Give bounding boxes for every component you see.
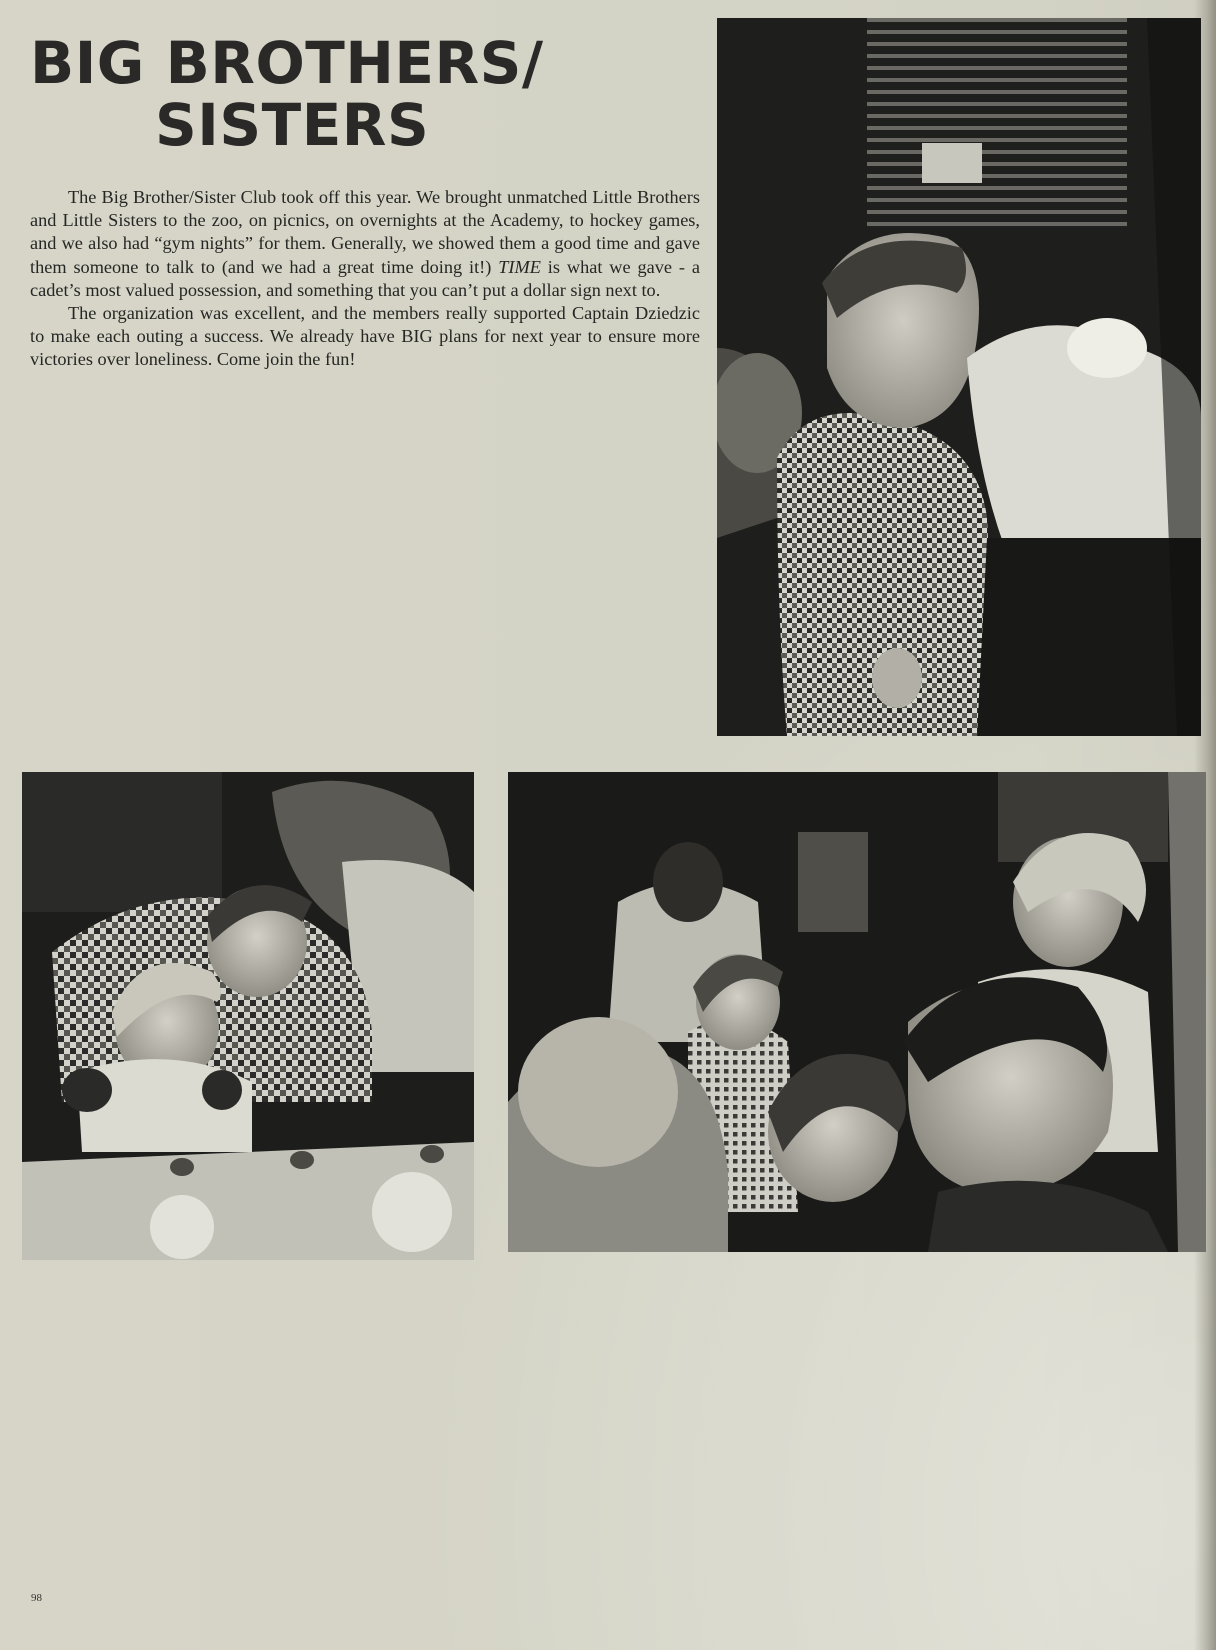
page-title-line-1: BIG BROTHERS/ <box>30 29 544 97</box>
photo-boy-with-santa-image <box>717 18 1201 736</box>
page-title-line-2: SISTERS <box>155 91 430 159</box>
article-paragraph-1-part-b: is what we gave - a cadet’s most valued possession, and something that you can’t put a dollar sign next to. <box>30 256 700 300</box>
photo-boy-with-santa <box>717 18 1201 736</box>
photo-group-of-children <box>508 772 1206 1252</box>
article-paragraph-2: The organization was excellent, and the members really supported Captain Dziedzic to make each outing a success. We already have BIG plans for next year to ensure more victories over loneliness. Come join the fun! <box>30 303 700 370</box>
photo-group-of-children-image <box>508 772 1206 1252</box>
photo-man-with-toddler <box>22 772 474 1260</box>
article-body <box>30 186 700 372</box>
article-paragraph-1 <box>30 186 700 302</box>
photo-man-with-toddler-image <box>22 772 474 1260</box>
page-number: 98 <box>31 1592 42 1604</box>
article-paragraph-1-part-a: The Big Brother/Sister Club took off this year. We brought unmatched Little Brothers and Little Sisters to the zoo, on picnics, on overnights at the Academy, to hockey games, and we also had “gym nights” for them. Generally, we showed them a good time and gave them someone to talk to (and we had a great time doing it!) <box>30 187 700 277</box>
article-emphasis-time: TIME <box>498 256 541 277</box>
page-title <box>30 29 544 159</box>
